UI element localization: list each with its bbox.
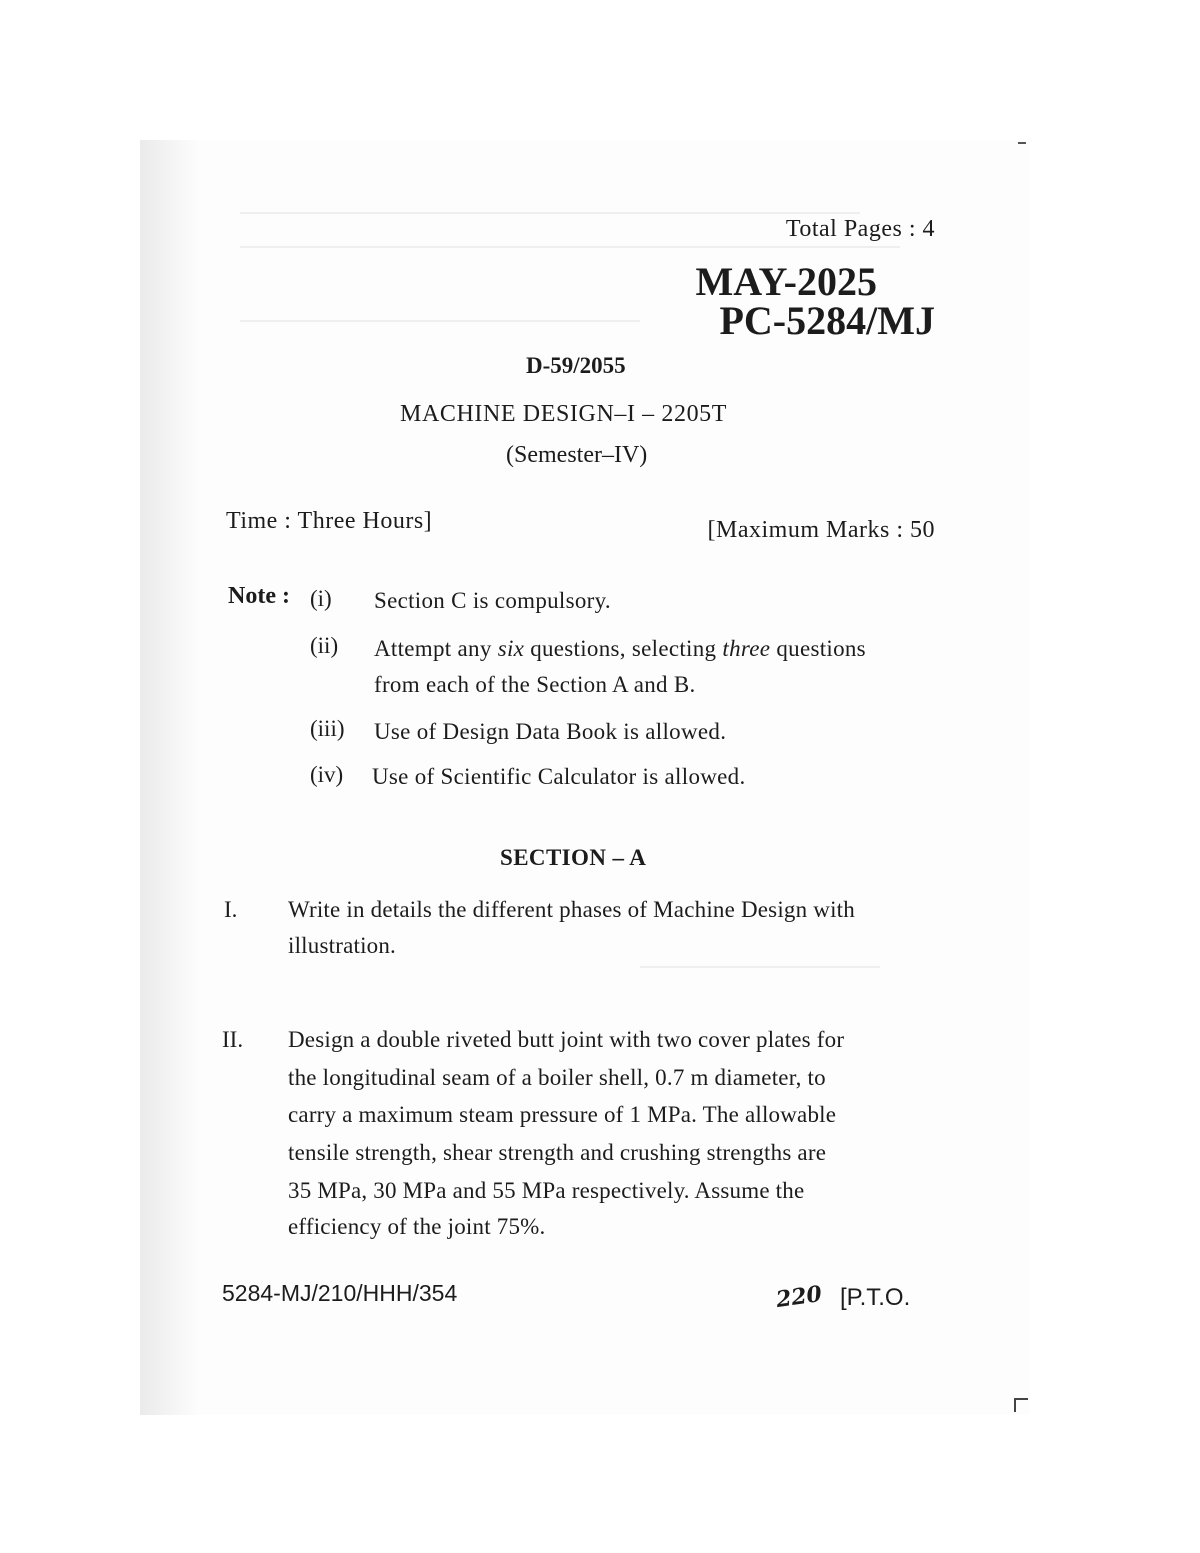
paper-code: PC-5284/MJ [719,298,935,343]
bleed-through-line [240,212,860,214]
note-text-continued: from each of the Section A and B. [374,672,696,697]
note-text [374,636,866,662]
handwritten-mark: 220 [774,1280,824,1314]
question-text-line: Write in details the different phases of Machine Design with [288,897,855,922]
section-a-title: SECTION – A [500,845,647,870]
scan-tick-mark [1018,142,1026,144]
note-label [228,583,290,610]
question-text-line: Design a double riveted butt joint with two cover plates for [288,1027,845,1052]
note-number: (iv) [310,762,344,787]
please-turn-over: [P.T.O. [840,1284,911,1311]
note-label-text: Note : [228,583,290,609]
total-pages: Total Pages : 4 [785,216,935,242]
bleed-through-line [640,966,880,968]
question-text-line: carry a maximum steam pressure of 1 MPa. The allowable [288,1102,837,1127]
bleed-through-line [240,246,900,248]
exam-date: MAY-2025 [695,259,877,304]
note-emphasis: three [722,636,771,661]
note-emphasis: six [497,636,525,661]
d-code: D-59/2055 [526,353,626,378]
question-text-line: the longitudinal seam of a boiler shell, 0.7 m diameter, to [288,1065,826,1090]
note-text: Use of Design Data Book is allowed. [374,719,727,744]
note-number: (iii) [310,716,345,741]
subject-title: MACHINE DESIGN–I – 2205T [400,401,728,427]
question-number: II. [222,1027,244,1052]
maximum-marks: [Maximum Marks : 50 [707,517,935,543]
scan-corner-mark [1014,1398,1028,1412]
question-text-line: efficiency of the joint 75%. [288,1214,546,1239]
footer-code: 5284-MJ/210/HHH/354 [222,1280,458,1306]
scan-shadow [140,140,200,1415]
exam-time: Time : Three Hours] [226,508,433,534]
bleed-through-line [240,320,640,322]
note-text: Section C is compulsory. [374,588,611,613]
question-text-line: tensile strength, shear strength and crushing strengths are [288,1140,827,1165]
question-text-line: illustration. [288,933,397,958]
note-text-part: Attempt any [374,636,498,661]
note-text-part: questions [770,636,866,661]
semester: (Semester–IV) [506,442,648,468]
note-text: Use of Scientific Calculator is allowed. [372,764,746,789]
question-number: I. [224,897,238,922]
note-number: (i) [310,586,332,611]
note-text-part: questions, selecting [524,636,723,661]
note-number: (ii) [310,633,339,658]
question-text-line: 35 MPa, 30 MPa and 55 MPa respectively. Assume the [288,1178,805,1203]
